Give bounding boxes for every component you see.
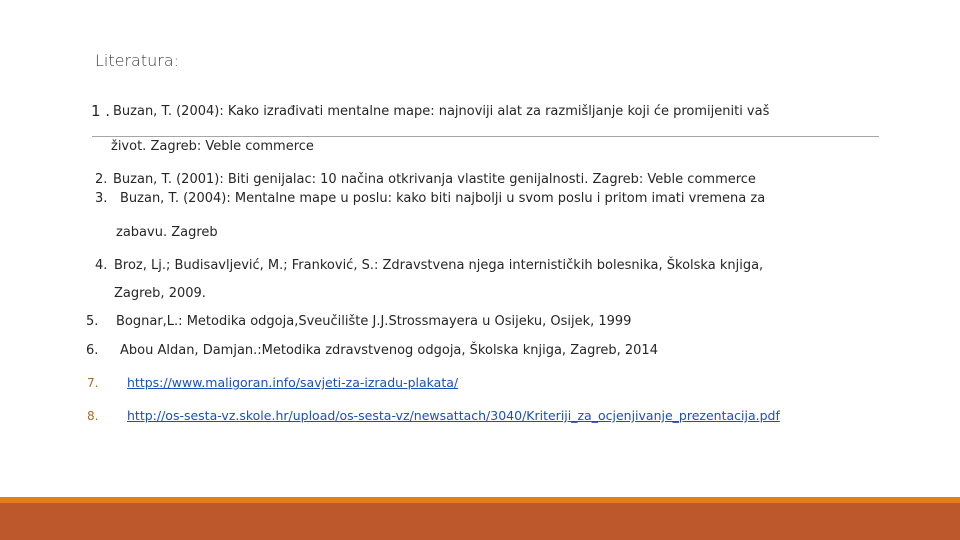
divider-line [92, 136, 879, 137]
ref-number-8: 8. [87, 409, 99, 423]
ref-4-line-1: Broz, Lj.; Budisavljević, M.; Franković, S.: Zdravstvena njega internističkih bolesnika, Školska knjiga, [114, 258, 764, 273]
ref-7-link[interactable]: https://www.maligoran.info/savjeti-za-izradu-plakata/ [127, 375, 459, 390]
ref-3-line-1: Buzan, T. (2004): Mentalne mape u poslu: kako biti najbolji u svom poslu i pritom imati vremena za [120, 191, 766, 206]
page-title: Literatura: [95, 51, 180, 70]
ref-6-line-1: Abou Aldan, Damjan.:Metodika zdravstvenog odgoja, Školska knjiga, Zagreb, 2014 [120, 343, 658, 358]
ref-number-5: 5. [86, 314, 99, 329]
footer-bar [0, 503, 960, 540]
ref-number-1: 1 . [91, 102, 111, 120]
ref-3-line-2: zabavu. Zagreb [116, 225, 218, 240]
ref-1-line-2: život. Zagreb: Veble commerce [111, 139, 314, 154]
ref-number-3: 3. [95, 191, 108, 206]
ref-number-6: 6. [86, 343, 99, 358]
ref-2-line-1: Buzan, T. (2001): Biti genijalac: 10 načina otkrivanja vlastite genijalnosti. Zagreb: Veble commerce [113, 172, 756, 187]
ref-1-line-1: Buzan, T. (2004): Kako izrađivati mentalne mape: najnoviji alat za razmišljanje koji će promijeniti vaš [113, 104, 770, 119]
ref-5-line-1: Bognar,L.: Metodika odgoja,Sveučilište J.J.Strossmayera u Osijeku, Osijek, 1999 [116, 314, 632, 329]
ref-number-2: 2. [95, 172, 108, 187]
ref-number-4: 4. [95, 258, 108, 273]
ref-8-link[interactable]: http://os-sesta-vz.skole.hr/upload/os-sesta-vz/newsattach/3040/Kriteriji_za_ocjenjivanje_prezentacija.pdf [127, 408, 780, 423]
ref-4-line-2: Zagreb, 2009. [114, 286, 206, 301]
ref-number-7: 7. [87, 376, 99, 390]
